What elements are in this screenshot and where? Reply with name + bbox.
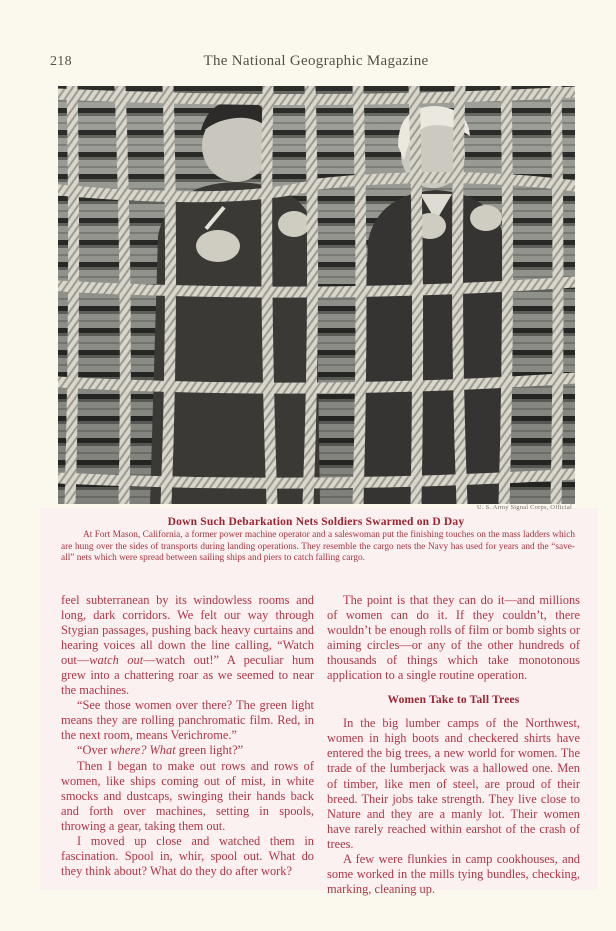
paragraph: A few were flunkies in camp cookhouses, and some worked in the mills tying bundles, checking, marking, cleaning up. xyxy=(327,851,580,896)
paragraph-text: feel subterranean by its windowless rooms and long, dark corridors. We felt our way through Stygian passages, pushing back heavy curtains and hearing voices all down the line calling, xyxy=(61,593,314,653)
paragraph: In the big lumber camps of the Northwest, women in high boots and checkered shirts have entered the big trees, a new world for women. The trade of the lumberjack was a hallowed one. Men of timber, like men of steel, are proud of their breed. Their jobs take strength. They live close to Nature and they are a manly lot. Their women have rarely reached within earshot of the crash of trees. xyxy=(327,716,580,851)
photograph-icon xyxy=(58,86,575,504)
paragraph-text: green light?” xyxy=(175,743,244,758)
right-column xyxy=(327,593,580,897)
left-column xyxy=(61,593,314,879)
photograph xyxy=(58,86,575,504)
emphasis-text: where? What xyxy=(110,743,176,758)
photo-credit: U. S. Army Signal Corps, Official xyxy=(477,504,572,511)
paragraph: The point is that they can do it—and millions of women can do it. If they couldn’t, there wouldn’t be enough rolls of film or bomb sights or aiming circles—or any of the other hundreds of thousands of things which take monotonous application to a single routine operation. xyxy=(327,593,580,683)
paragraph-text: A peculiar hum grew into a chattering roar as we seemed to near the machines. xyxy=(61,653,314,698)
paragraph xyxy=(61,743,314,758)
caption-title: Down Such Debarkation Nets Soldiers Swarmed on D Day xyxy=(167,516,465,528)
paragraph: “See those women over there? The green light means they are rolling panchromatic film. Red, in the next room, means Verichrome.” xyxy=(61,698,314,743)
paragraph xyxy=(61,593,314,698)
section-subhead: Women Take to Tall Trees xyxy=(387,694,520,707)
running-head xyxy=(0,54,616,74)
page-number: 218 xyxy=(50,54,72,69)
quote-text: “Watch out— xyxy=(61,638,314,668)
paragraph: I moved up close and watched them in fascination. Spool in, whir, spool out. What do they think about? What do they do after work? xyxy=(61,833,314,878)
quote-text: —watch out!” xyxy=(143,653,220,668)
caption-body: At Fort Mason, California, a former power machine operator and a saleswoman put the finishing touches on the mass ladders which are hung over the sides of transports during landing operations. They resemble the cargo nets the Navy has used for years and the “save-all” nets which were spread between sailing ships and piers to catch falling cargo. xyxy=(61,530,575,564)
magazine-title: The National Geographic Magazine xyxy=(203,53,429,69)
emphasis-text: watch out xyxy=(89,653,144,668)
paragraph-text: “Over xyxy=(77,743,111,758)
paragraph: Then I began to make out rows and rows of women, like ships coming out of mist, in white smocks and dustcaps, swinging their hands back and forth over machines, setting in spools, throwing a gear, taking them out. xyxy=(61,758,314,833)
